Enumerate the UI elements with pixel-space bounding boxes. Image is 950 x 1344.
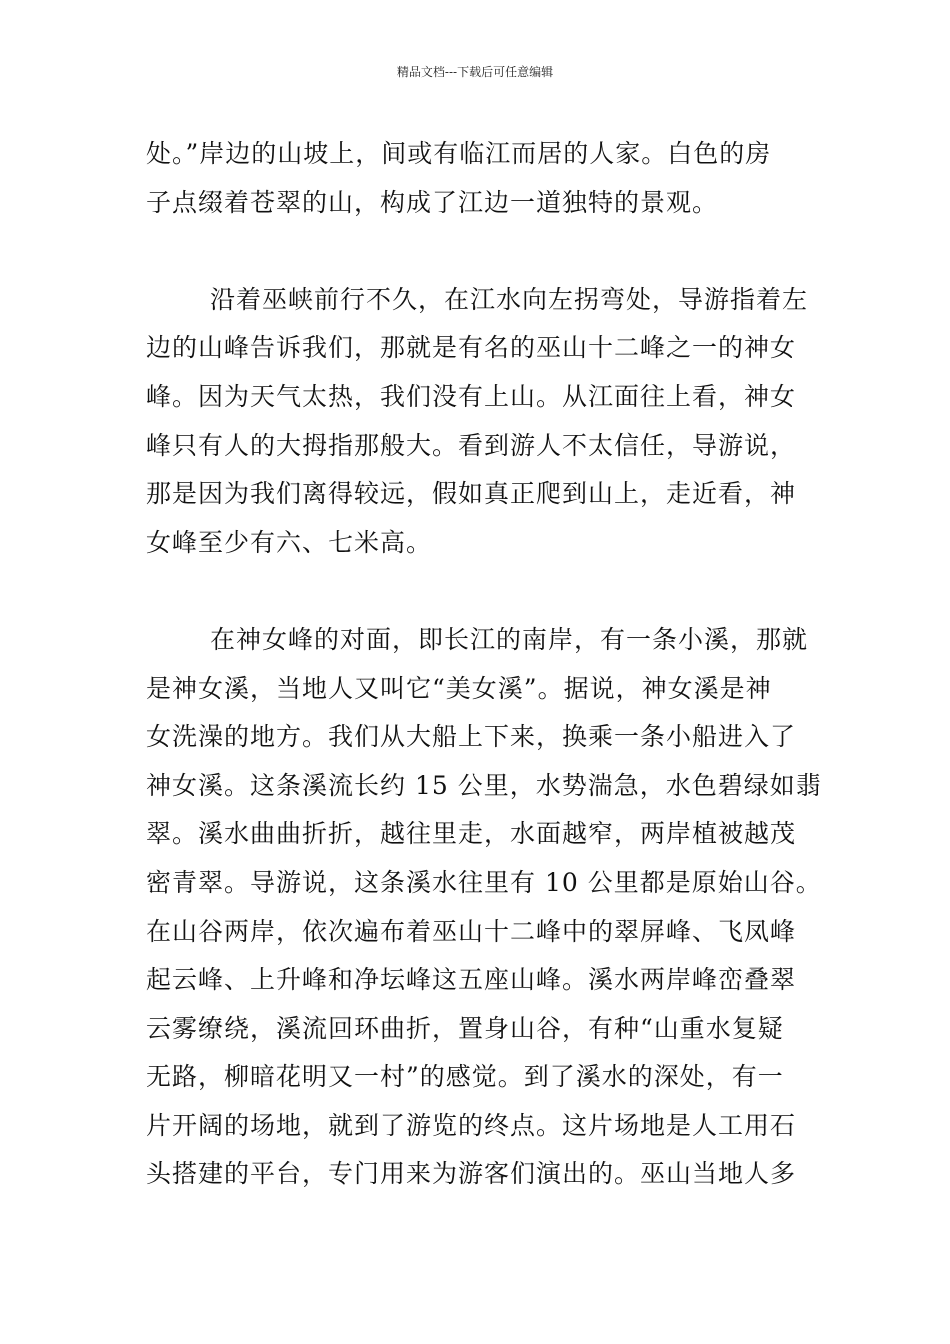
text-line: 在神女峰的对面，即长江的南岸，有一条小溪，那就	[210, 624, 809, 654]
text-line: 无路，柳暗花明又一村”的感觉。到了溪水的深处，有一	[146, 1062, 784, 1092]
paragraph-1	[146, 130, 810, 227]
text-line: 峰。因为天气太热，我们没有上山。从江面往上看，神女	[146, 381, 797, 411]
paragraph-2	[146, 276, 810, 568]
text-line: 那是因为我们离得较远，假如真正爬到山上，走近看，神	[146, 479, 797, 509]
text-line: 是神女溪，当地人又叫它“美女溪”。据说，神女溪是神	[146, 673, 772, 703]
text-line: 神女溪。这条溪流长约 15 公里，水势湍急，水色碧绿如翡	[146, 770, 822, 800]
text-line: 云雾缭绕，溪流回环曲折，置身山谷，有种“山重水复疑	[146, 1013, 784, 1043]
paragraph-gap	[146, 567, 810, 616]
text-line: 峰只有人的大拇指那般大。看到游人不太信任，导游说，	[146, 430, 797, 460]
text-line: 处。”岸边的山坡上，间或有临江而居的人家。白色的房	[146, 139, 772, 168]
text-line: 沿着巫峡前行不久，在江水向左拐弯处，导游指着左	[210, 284, 809, 314]
text-line: 边的山峰告诉我们，那就是有名的巫山十二峰之一的神女	[146, 333, 797, 363]
text-line: 片开阔的场地，就到了游览的终点。这片场地是人工用石	[146, 1110, 797, 1140]
paragraph-gap	[146, 227, 810, 276]
text-line: 头搭建的平台，专门用来为游客们演出的。巫山当地人多	[146, 1159, 797, 1189]
text-line: 女峰至少有六、七米高。	[146, 527, 433, 557]
text-line: 翠。溪水曲曲折折，越往里走，水面越窄，两岸植被越茂	[146, 819, 797, 849]
text-line: 在山谷两岸，依次遍布着巫山十二峰中的翠屏峰、飞凤峰	[146, 916, 797, 946]
page-header: 精品文档---下载后可任意编辑	[396, 65, 554, 79]
text-line: 密青翠。导游说，这条溪水往里有 10 公里都是原始山谷。	[146, 867, 822, 897]
text-line: 子点缀着苍翠的山，构成了江边一道独特的景观。	[146, 187, 719, 217]
text-line: 起云峰、上升峰和净坛峰这五座山峰。溪水两岸峰峦叠翠	[146, 965, 797, 995]
document-body	[146, 130, 822, 1199]
paragraph-3	[146, 616, 822, 1199]
text-line: 女洗澡的地方。我们从大船上下来，换乘一条小船进入了	[146, 722, 797, 752]
